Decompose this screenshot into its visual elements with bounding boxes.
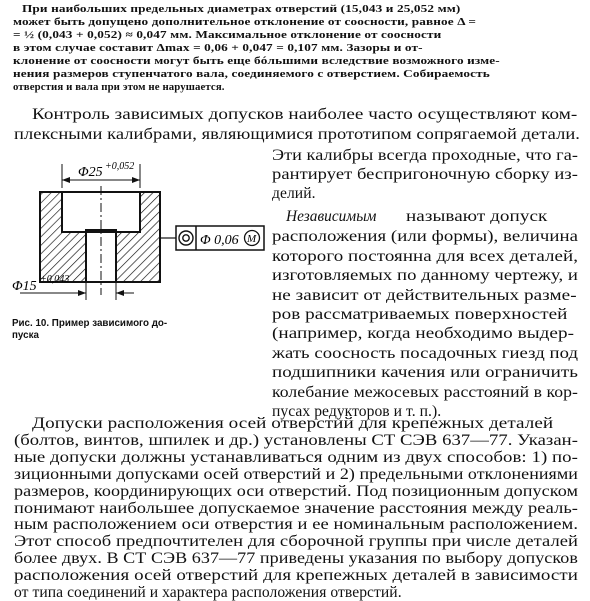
right-line: которого постоянна для всех деталей, <box>272 248 578 265</box>
bottom-line: более двух. В СТ СЭВ 637—77 приведены указания по выбору допусков <box>14 550 578 568</box>
right-line: делий. <box>272 185 316 202</box>
italic-term: Независимым <box>286 208 377 225</box>
right-line: называют допуск <box>406 208 548 225</box>
note-line: отверстия и вала при этом не нарушается. <box>13 82 225 93</box>
note-line: клонение от соосности могут быть еще бóльшими вследствие возможного изме- <box>13 56 500 67</box>
right-line: рантирует беспригоночную сборку из- <box>272 166 578 183</box>
right-line: пусах редукторов и т. п.). <box>272 403 442 420</box>
right-line: изготовляемых по данному чертежу, и <box>272 267 578 284</box>
note-line: = ½ (0,043 + 0,052) ≈ 0,047 мм. Максимальное отклонение от соосности <box>13 30 442 41</box>
bottom-line: понимают наибольшее допускаемое значение расстояния между реаль- <box>14 499 578 517</box>
dim-top-label: Φ25 <box>78 165 103 180</box>
right-line: колебание межосевых расстояний в кор- <box>272 384 579 401</box>
note-line: в этом случае составит Δmax = 0,06 + 0,047 = 0,107 мм. Зазоры и от- <box>13 43 423 54</box>
bottom-line: Допуски расположения осей отверстий для крепежных деталей <box>32 415 554 432</box>
right-line: жать соосность посадочных гиезд под <box>272 345 579 362</box>
right-line: подшипники качения или ограничить <box>272 364 578 381</box>
right-line: Эти калибры всегда проходные, что га- <box>272 147 578 164</box>
right-line: ров рассматриваемых поверхностей <box>272 306 568 323</box>
bottom-line: расположения осей отверстий для крепежных деталей в зависимости <box>14 567 579 585</box>
bottom-line: размеров, координирующих оси отверстий. Под позиционным допуском <box>14 482 579 500</box>
right-line: (например, когда необходимо выдер- <box>272 325 575 342</box>
bottom-line: ные допуски должны устанавливаться одним из двух способов: 1) по- <box>14 448 579 466</box>
bottom-line: (болтов, винтов, шпилек и др.) установлены СТ СЭВ 637—77. Указан- <box>14 431 578 449</box>
caption-line: Рис. 10. Пример зависимого до- <box>12 318 168 329</box>
frame-value: Φ 0,06 <box>200 233 239 248</box>
note-line: При наибольших предельных диаметрах отверстий (15,043 и 25,052 мм) <box>22 4 461 15</box>
bottom-line: от типа соединений и характера расположения отверстий. <box>14 584 402 601</box>
bottom-line: Этот способ предпочтителен для сборочной группы при числе деталей <box>14 533 579 551</box>
bottom-line: зиционными допусками осей отверстий и 2) предельными отклонениями <box>14 465 578 483</box>
figure-caption <box>12 318 264 342</box>
right-line: расположения (или формы), величина <box>272 228 578 245</box>
bottom-line: ным расположением оси отверстия и ее номинальным расположением. <box>14 516 579 534</box>
dim-top-tolerance: +0,052 <box>105 161 135 172</box>
intro-line: плексными калибрами, являющимися прототипом сопрягаемой детали. <box>14 126 580 143</box>
right-line: не зависит от действительных разме- <box>272 287 577 304</box>
dim-bottom-label: Φ15 <box>12 279 37 294</box>
note-line: нения размеров ступенчатого вала, соединяемого с отверстием. Собираемость <box>13 69 490 80</box>
figure-drawing <box>0 150 270 315</box>
frame-symbol: M <box>247 233 257 245</box>
dim-bottom-tolerance: +0,043 <box>40 274 70 285</box>
caption-line: пуска <box>12 330 39 341</box>
note-line: может быть допущено дополнительное отклонение от соосности, равное Δ = <box>13 17 477 28</box>
intro-line: Контроль зависимых допусков наиболее часто осуществляют ком- <box>32 106 578 123</box>
